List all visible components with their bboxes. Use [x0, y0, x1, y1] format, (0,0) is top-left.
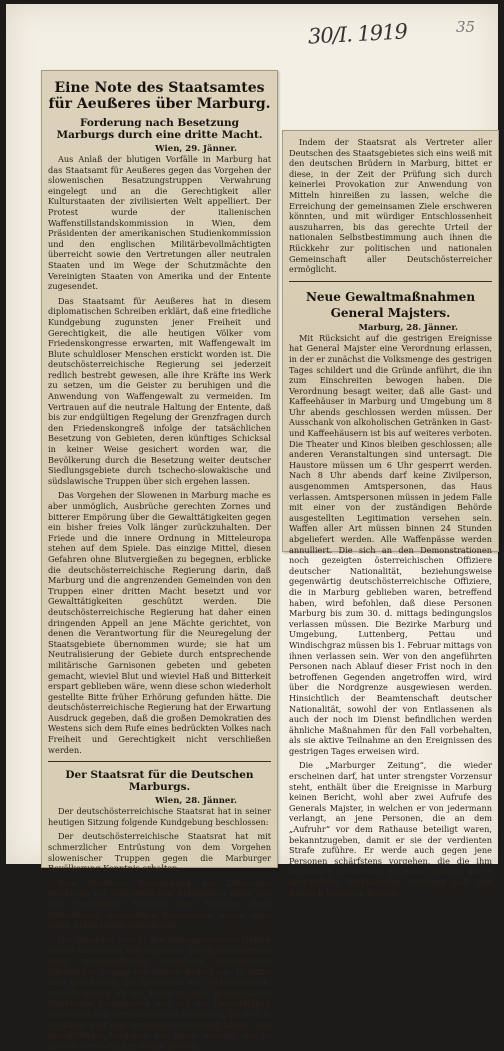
- article3-paragraph: Mit Rücksicht auf die gestrigen Ereignisse hat General Majster eine Verordnung erlassen, in der er zunächst die Volksmenge des gestrigen Tages schildert und die Gründe anführt, die ihn zum Einschreiten bewogen haben. Die Verordnung besagt weiter, daß alle Gast- und Kaffeehäuser in Marburg und Umgebung um 8 Uhr abends geschlossen werden müssen. Der Ausschank von alkoholischen Getränken in Gast- und Kaffeehäusern ist bis auf weiteres verboten. Die Theater und Kinos bleiben geschlossen; alle anderen Veranstaltungen sind untersagt. Die Haustore müssen um 6 Uhr gesperrt werden. Nach 8 Uhr abends darf keine Zivilperson, ausgenommen Amtspersonen, das Haus verlassen. Amtspersonen müssen in jedem Falle mit einer von der zuständigen Behörde ausgestellten Legitimation versehen sein. Waffen aller Art müssen binnen 24 Stunden abgeliefert werden. Alle Waffenpässe werden annulliert. Die sich an den Demonstrationen noch gezeigten österreichischen Offiziere deutscher Nationalität, beziehungsweise gegenwärtig deutschösterreichische Offiziere, die in Marburg geblieben waren, betreffend haben, wird befohlen, daß diese Personen Marburg bis zum 30. d. mittags bedingungslos verlassen müssen. Die Bezirke Marburg und Umgebung, Luttenberg, Pettau und Windischgraz müssen bis 1. Februar mittags von ihnen verlassen sein. Wer von den angeführten Personen nach Ablauf dieser Frist noch in den betroffenen Gegenden angetroffen wird, wird über die Nordgrenze ausgewiesen werden. Hinsichtlich der Beamtenschaft deutscher Nationalität, sowohl der von Entlassenen als auch der noch im Dienst befindlichen werden ähnliche Maßnahmen für den Fall vorbehalten, als sie aktive Teilnahme an den Ereignissen des gestrigen Tages erweisen wird.: [289, 332, 492, 756]
- article2-paragraph: Der Staatsrat spricht den beklagenswerten Opfern dieses angesichts des tagenden Friedenskongresses ganz unbegreiflichen Vorgehens slowenischer öffentlicher Organe sein tiefstes Beileid aus. Er bittet aber gleichzeitig die Deutschen von Südsteiermark, unverbrüchlich an der Treue zu dem gemeinsamen Vaterlande festzuhalten und auf die Gerechtigkeit der westlichen Demokratien zu vertrauen, die erst in künftiger Zeit den Grundsatz verkündet haben, daß gewalttätiges Vorgehen nur jenen schadet, die zu diesem verwerflichen Mittel greifen.: [48, 934, 271, 1051]
- article3-headline: Neue Gewaltmaßnahmen General Majsters.: [305, 289, 476, 320]
- article3-paragraph: Die „Marburger Zeitung“, die wieder erscheinen darf, hat unter strengster Vorzensur steht, enthält über die Ereignisse in Marburg keinen Bericht, wohl aber zwei Aufrufe des Generals Majster, in welchen er von jedermann verlangt, an jene Personen, die an dem „Aufruhr“ vor dem Rathause beteiligt waren, bekanntzugeben, damit er sie der verdienten Strafe zuführe. Er werde auch gegen jene Personen schärfstens vorgehen, die die ihm bekannten Teilnehmer an jenem Aufruhr durch absichtliche Nichtanzeige schützen und den dadurch Vorschub leisten.: [289, 760, 492, 898]
- article2-dateline: Wien, 28. Jänner.: [155, 796, 237, 807]
- article2-paragraph: Eine friedliche Kundgebung der Deutschen Marburgs vor unparteiischen Mitgliedern einer von den Vereinigten Staaten zum Studium ihrer Verhältnisse entsendeten Kommission wurde ohne jeden Anlaß blutig unterdrückt.: [48, 877, 271, 931]
- article-divider: [48, 761, 271, 762]
- archive-board: [6, 4, 498, 1051]
- article3-dateline: Marburg, 28. Jänner.: [358, 322, 458, 333]
- article2-paragraph: Der deutschösterreichische Staatsrat hat in seiner heutigen Sitzung folgende Kundgebung beschlossen:: [48, 806, 271, 827]
- clipping-left: [41, 70, 278, 1051]
- article-divider: [289, 281, 492, 282]
- article1-paragraph: Aus Anlaß der blutigen Vorfälle in Marburg hat das Staatsamt für Aeußeres gegen das Vorgehen der slowenischen Besatzungstruppen Verwahrung eingelegt und an die Gerechtigkeit aller Kulturstaaten der zivilisierten Welt appelliert. Der Protest wurde der italienischen Waffenstillstandskommission in Wien, dem Präsidenten der amerikanischen Studienkommission und den englischen Militärbevollmächtigten überreicht sowie den Vertretungen aller neutralen Staaten und im Wege der Schutzmächte den Vereinigten Staaten von Amerika und der Entente zugesendet.: [48, 154, 271, 292]
- article2-paragraph-continued: Indem der Staatsrat als Vertreter aller Deutschen des Staatsgebietes sich eins weiß mit den deutschen Brüdern in Marburg, bittet er diese, in der Zeit der Prüfung sich durch keinerlei Provokation zur Anwendung von Mitteln hinreißen zu lassen, welche die Erreichung der gemeinsamen Ziele erschweren könnten, und mit würdiger Entschlossenheit auszuharren, bis das gerechte Urteil der nationalen Selbstbestimmung auch ihnen die Rückkehr zur politischen und nationalen Gemeinschaft aller Deutschösterreicher ermöglicht.: [289, 137, 492, 275]
- article1-subheadline: Forderung nach Besetzung Marburgs durch eine dritte Macht.: [56, 117, 263, 141]
- handwritten-date-note: 30/I. 1919: [307, 19, 408, 49]
- article1-headline: Eine Note des Staatsamtes für Aeußeres über Marburg.: [48, 80, 271, 112]
- article2-headline: Der Staatsrat für die Deutschen Marburgs.: [65, 769, 254, 794]
- article2-paragraph: Der deutschösterreichische Staatsrat hat mit schmerzlicher Entrüstung von dem Vorgehen slowenischer Truppen gegen die Marburger Bevölkerung Kenntnis erhalten.: [48, 831, 271, 874]
- handwritten-page-number: 35: [456, 18, 476, 36]
- clipping-right: [282, 130, 499, 898]
- article1-paragraph: Das Staatsamt für Aeußeres hat in diesem diplomatischen Schreiben erklärt, daß eine friedliche Kundgebung zugunsten jener Freiheit und Gerechtigkeit, die alle heutigen Völker vom Friedenskongresse erwarten, mit Waffengewalt im Blute schuldloser Menschen erstickt worden ist. Die deutschösterreichische Regierung sei jederzeit redlich bestrebt gewesen, alle ihre Kräfte ins Werk zu setzen, um die Geister zu beruhigen und die Anwendung von Waffengewalt zu vermeiden. Im Vertrauen auf die neutrale Haltung der Entente, daß bis zur endgültigen Regelung der Grenzfragen durch den Friedenskongreß infolge der tatsächlichen Besetzung von Gebieten, deren künftiges Schicksal in keiner Weise gesichert worden war, die Bevölkerung durch die Besetzung weiter deutscher Siedlungsgebiete durch tschecho-slowakische und südslawische Truppen über sich ergehen lassen.: [48, 295, 271, 486]
- article1-dateline: Wien, 29. Jänner.: [155, 144, 237, 154]
- article1-paragraph: Das Vorgehen der Slowenen in Marburg mache es aber unmöglich, Ausbrüche gerechten Zornes und bitterer Empörung über die Gewalttätigkeiten gegen ein bisher freies Volk länger zurückzuhalten. Der Friede und die innere Ordnung in Mitteleuropa stehen auf dem Spiele. Das einzige Mittel, diesen Gefahren ohne Blutvergießen zu begegnen, erblicke die deutschösterreichische Regierung darin, daß Marburg und die angrenzenden Gemeinden von den Truppen einer dritten Macht besetzt und vor Gewalttätigkeiten geschützt werden. Die deutschösterreichische Regierung hat daher einen dringenden Appell an jene Mächte gerichtet, von denen die Verantwortung für die Neuregelung der Staatsgebiete übernommen wurde; sie hat um Neutralisierung der Gebiete durch entsprechende militärische Garnisonen gebeten und gebeten gemacht, wieviel Blut und wieviel Haß und Bitterkeit erspart geblieben wäre, wenn diese schon wiederholt gestellte Bitte früher Erhörung gefunden hätte. Die deutschösterreichische Regierung hat der Erwartung Ausdruck gegeben, daß die großen Demokratien des Westens sich dem Rufe eines bedrückten Volkes nach Freiheit und Gerechtigkeit nicht verschließen werden.: [48, 490, 271, 755]
